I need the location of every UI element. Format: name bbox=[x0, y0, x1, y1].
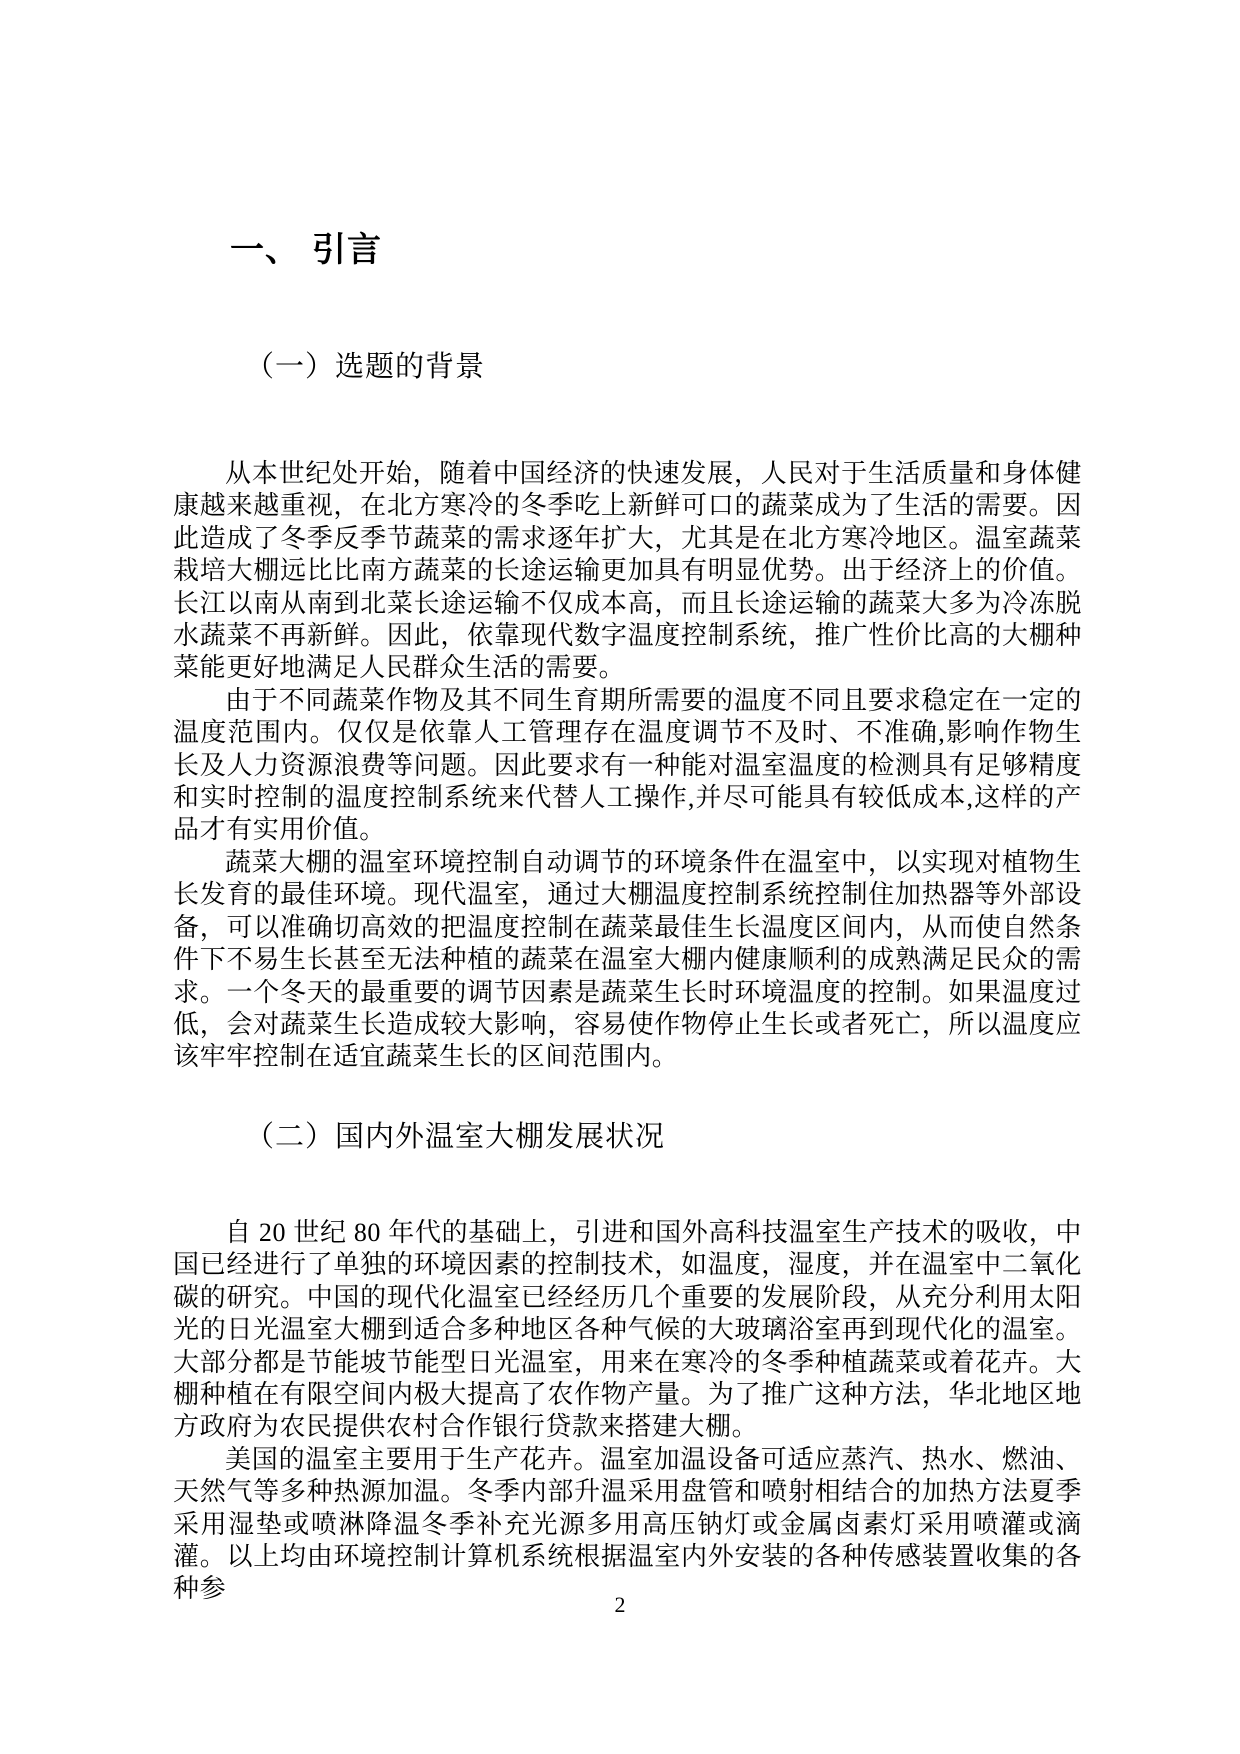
page-number: 2 bbox=[614, 1592, 626, 1617]
section-body-background bbox=[173, 458, 1082, 1074]
paragraph: 蔬菜大棚的温室环境控制自动调节的环境条件在温室中，以实现对植物生长发育的最佳环境。现代温室，通过大棚温度控制系统控制住加热器等外部设备，可以准确切高效的把温度控制在蔬菜最佳生长温度区间内，从而使自然条件下不易生长甚至无法种植的蔬菜在温室大棚内健康顺利的成熟满足民众的需求。一个冬天的最重要的调节因素是蔬菜生长时环境温度的控制。如果温度过低，会对蔬菜生长造成较大影响，容易使作物停止生长或者死亡，所以温度应该牢牢控制在适宜蔬菜生长的区间范围内。 bbox=[173, 847, 1082, 1072]
section-body-greenhouse-development bbox=[173, 1217, 1082, 1606]
chapter-title: 引言 bbox=[312, 232, 382, 269]
subsection-heading-background: （一）选题的背景 bbox=[245, 351, 486, 383]
subsection-heading-greenhouse-development: （二）国内外温室大棚发展状况 bbox=[245, 1121, 666, 1153]
paragraph: 美国的温室主要用于生产花卉。温室加温设备可适应蒸汽、热水、燃油、天然气等多种热源加温。冬季内部升温采用盘管和喷射相结合的加热方法夏季采用湿垫或喷淋降温冬季补充光源多用高压钠灯或金属卤素灯采用喷灌或滴灌。以上均由环境控制计算机系统根据温室内外安装的各种传感装置收集的各种参 bbox=[173, 1444, 1082, 1604]
paragraph: 从本世纪处开始，随着中国经济的快速发展，人民对于生活质量和身体健康越来越重视，在北方寒冷的冬季吃上新鲜可口的蔬菜成为了生活的需要。因此造成了冬季反季节蔬菜的需求逐年扩大，尤其是在北方寒冷地区。温室蔬菜栽培大棚远比比南方蔬菜的长途运输更加具有明显优势。出于经济上的价值。长江以南从南到北菜长途运输不仅成本高，而且长途运输的蔬菜大多为冷冻脱水蔬菜不再新鲜。因此，依靠现代数字温度控制系统，推广性价比高的大棚种菜能更好地满足人民群众生活的需要。 bbox=[173, 459, 1082, 683]
paragraph: 自 20 世纪 80 年代的基础上，引进和国外高科技温室生产技术的吸收，中国已经进行了单独的环境因素的控制技术，如温度，湿度，并在温室中二氧化碳的研究。中国的现代化温室已经经历几个重要的发展阶段，从充分利用太阳光的日光温室大棚到适合多种地区各种气候的大玻璃浴室再到现代化的温室。大部分都是节能坡节能型日光温室，用来在寒冷的冬季种植蔬菜或着花卉。大棚种植在有限空间内极大提高了农作物产量。为了推广这种方法，华北地区地方政府为农民提供农村合作银行贷款来搭建大棚。 bbox=[173, 1218, 1082, 1442]
chapter-number: 一、 bbox=[230, 232, 300, 269]
chapter-heading bbox=[230, 232, 382, 269]
paragraph: 由于不同蔬菜作物及其不同生育期所需要的温度不同且要求稳定在一定的温度范围内。仅仅是依靠人工管理存在温度调节不及时、不准确,影响作物生长及人力资源浪费等问题。因此要求有一种能对温室温度的检测具有足够精度和实时控制的温度控制系统来代替人工操作,并尽可能具有较低成本,这样的产品才有实用价值。 bbox=[173, 685, 1082, 845]
